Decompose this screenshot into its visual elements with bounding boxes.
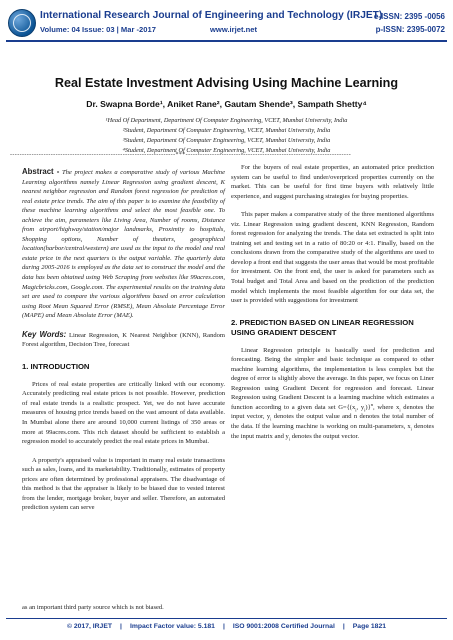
paper-authors: Dr. Swapna Borde¹, Aniket Rane², Gautam Shende³, Sampath Shetty⁴ — [86, 99, 367, 109]
footer-impact-factor: Impact Factor value: 5.181 — [129, 623, 215, 630]
left-column — [22, 167, 225, 522]
journal-header — [0, 0, 453, 50]
journal-title: International Research Journal of Engineering and Technology (IRJET) — [40, 10, 383, 21]
separator-line: ---------------------------------------------------------------------***--------------------------------------------------------------------- — [10, 152, 352, 158]
keywords — [22, 330, 225, 350]
affiliation-2: ²Student, Department Of Computer Engineering, VCET, Mumbai University, India — [122, 127, 331, 134]
e-issn: e-ISSN: 2395 -0056 — [373, 12, 445, 21]
section-heading-introduction: 1. INTRODUCTION — [22, 361, 90, 371]
right-column — [231, 163, 434, 450]
paper-title: Real Estate Investment Advising Using Machine Learning — [54, 76, 399, 90]
affiliations — [0, 116, 453, 156]
footer-divider — [6, 618, 447, 619]
keywords-label: Key Words: — [22, 329, 67, 339]
linear-regression-paragraph: Linear Regression principle is basically used for prediction and forecasting. Being the simpler and basic technique as compared to other machine learning algorithms, the implementation is less complex but the degree of error is slightly above the average. In this paper, we focus on Liner Regression using Gradient Decent for regression and forecast. Linear Regression using Gradient Descent is a learning machine which estimates a function according to a given data set $G=\{(x_i$, $y_i)\}^n$, where $x_i$ denotes the input vector, $y_i$ denotes the output value and n denotes the total number of the data. If the learning machine is working on multi-parameters, $x_i$ denotes the input matrix and $y_i$ denotes the output vector. — [231, 346, 434, 441]
volume-line — [40, 25, 257, 34]
intro-paragraph-1: Prices of real estate properties are critically linked with our economy. Accurately predicting real estate prices is not possible. However, prediction of real estate trends is a realistic prospect. Yet, we do not have accurate measures of housing price trends based on the vast amount of data available. In Mumbai alone there are around 10,000 current listings of 350 areas or more at 99acres.com. This rich dataset should be sufficient to establish a regression model to accurately predict the real estate prices in Mumbai. — [22, 380, 225, 446]
affiliation-1: ¹Head Of Department, Department Of Computer Engineering, VCET, Mumbai University, India — [105, 117, 348, 124]
website-link[interactable]: www.irjet.net — [210, 25, 257, 34]
affiliation-3: ³Student, Department Of Computer Engineering, VCET, Mumbai University, India — [122, 137, 331, 144]
footer-copyright: © 2017, IRJET — [66, 623, 113, 630]
study-paragraph: This paper makes a comparative study of the three mentioned algorithms viz. Linear Regression using gradient descent, KNN Regression, Random forest regression for analyzing the trends. The data set extracted is split into training set and testing set in a ratio of 80:20 or 4:1. Finally, based on the conclusions drawn from the comparative study of the algorithms are used to develop a front end that suggests the user areas that would be most profitable for investment. On the front end, the user is asked for parameters such as Total budget and Total Area and based on the prediction of the prediction model which implements the most feasible algorithm for our data set, the user is provided with suggestions for investment — [231, 211, 434, 305]
section-heading-linear-regression: 2. PREDICTION BASED ON LINEAR REGRESSION USING GRADIENT DESCENT — [231, 317, 414, 337]
abstract — [22, 167, 225, 321]
affiliation-4: ⁴Student, Department Of Computer Engineering, VCET, Mumbai University, India — [122, 147, 331, 154]
keywords-text: Linear Regression, K Nearest Neighbor (KNN), Random Forest algorithm, Decision Tree, forecast — [22, 331, 225, 349]
header-divider — [6, 40, 447, 42]
buyers-paragraph: For the buyers of real estate properties, an automated price prediction system can be useful to find under/overpriced properties currently on the market. This can be useful for first time buyers with relatively little experience, and suggest purchasing strategies for buying properties. — [231, 164, 434, 200]
intro-paragraph-2: A property's appraised value is important in many real estate transactions such as sales, loans, and its marketability. Traditionally, estimates of property prices are often determined by professional appraisers. The disadvantage of this method is that the appraiser is likely to be biased due to vested interest from the lender, mortgage broker, buyer and seller. Therefore, an automated prediction system can serve — [22, 456, 225, 512]
footer-iso: ISO 9001:2008 Certified Journal — [232, 623, 335, 630]
volume-issue: Volume: 04 Issue: 03 | Mar -2017 — [40, 25, 156, 34]
page-footer: © 2017, IRJET | Impact Factor value: 5.181 | ISO 9001:2008 Certified Journal | Page 1821 — [66, 623, 387, 630]
intro-paragraph-2-continued: as an important third party source which is not biased. — [22, 604, 164, 611]
irjet-logo-icon — [8, 9, 36, 37]
p-issn: p-ISSN: 2395-0072 — [375, 25, 445, 34]
abstract-label: Abstract - — [22, 167, 60, 176]
footer-page-number: Page 1821 — [352, 623, 387, 630]
abstract-text: The project makes a comparative study of various Machine Learning algorithms namely Linear Regression using gradient descent, K nearest neighbor regression and Random forest regression for prediction of real estate price trends. The aim of this paper is to examine the feasibility of these machine learning algorithms and select the most feasible one. To achieve the aim, parameters like Living Area, Number of rooms, Distance from airport/highway/station/major landmarks, Proximity to hospitals, Shopping options, Number of theaters, geographical location(harbor/central/western) are used as the input to the model and real estate price in the next quarters is the output variable. The quarterly data during 2005-2016 is employed as the data set to construct the model and the data has been obtained using Web Scraping from websites like 99acres.com, Magicbricks.com, Google.com. The experimental results on the training data set are used to compare the various algorithms based on error calculation using Root Mean Squared Error (RMSE), Mean Absolute Percentage Error (MAPE) and Mean Absolute Error (MAE). — [22, 169, 225, 320]
